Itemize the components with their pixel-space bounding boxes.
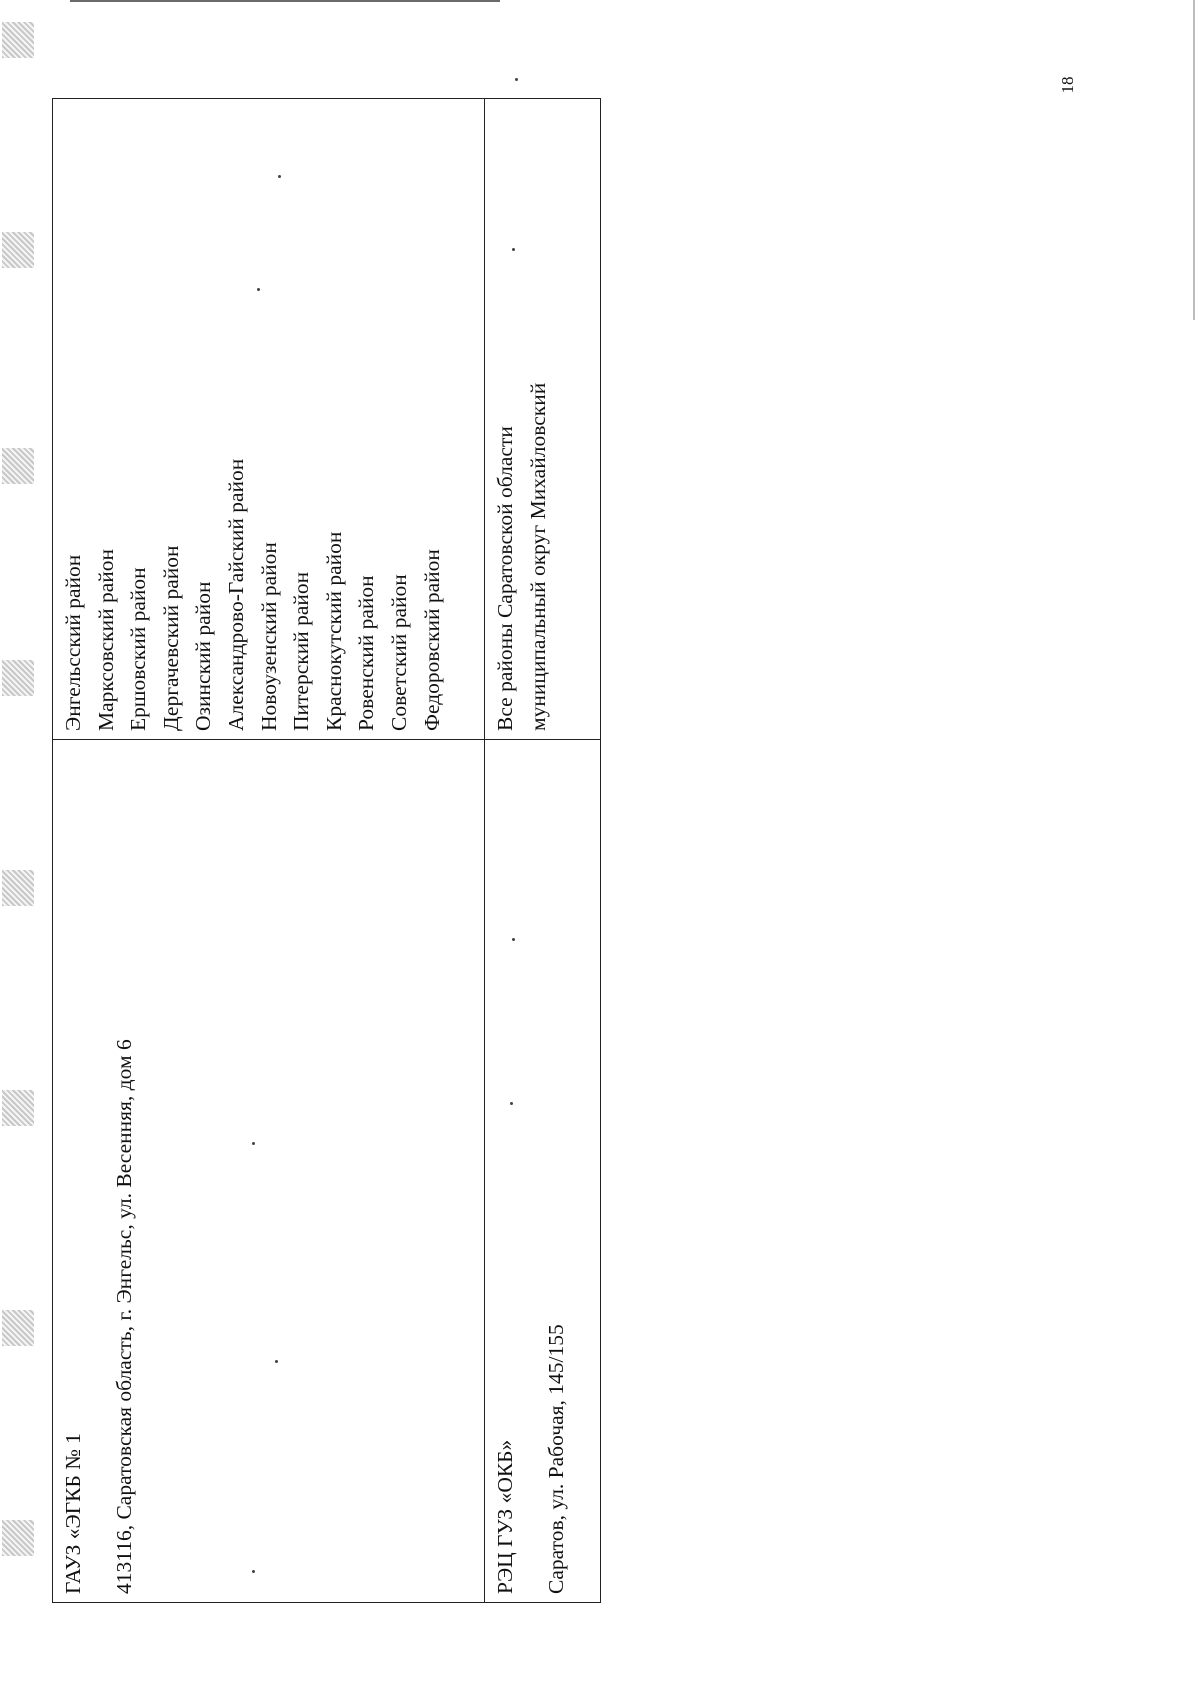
scan-speck bbox=[515, 78, 518, 81]
scan-noise bbox=[2, 1520, 34, 1556]
districts-cell bbox=[485, 99, 601, 740]
district-item: Ровенский район bbox=[354, 575, 379, 731]
district-item: Питерский район bbox=[289, 571, 314, 731]
page-number: 18 bbox=[1058, 76, 1077, 94]
district-item: Все районы Саратовской области bbox=[493, 426, 517, 731]
organization-cell bbox=[53, 740, 485, 1603]
district-item: Советский район bbox=[386, 574, 411, 731]
district-item: Федоровский район bbox=[419, 549, 444, 731]
organization-cell bbox=[485, 740, 601, 1603]
district-item: Новоузенский район bbox=[256, 542, 281, 731]
district-item: муниципальный округ Михайловский bbox=[525, 382, 550, 731]
scan-noise bbox=[2, 1090, 34, 1126]
scan-noise bbox=[2, 22, 34, 58]
scan-noise bbox=[2, 1310, 34, 1346]
rotated-table-container bbox=[52, 133, 600, 1603]
district-item: Ершовский район bbox=[126, 567, 151, 731]
scan-noise bbox=[2, 232, 34, 268]
table-rotation-frame bbox=[52, 133, 600, 1603]
organization-name: ГАУЗ «ЭГКБ № 1 bbox=[61, 1433, 85, 1594]
scan-noise bbox=[2, 448, 34, 484]
district-item: Дергачевский район bbox=[158, 545, 183, 731]
cell-spacer bbox=[522, 748, 540, 1594]
table-row bbox=[53, 99, 485, 1603]
organization-address: 413116, Саратовская область, г. Энгельс, ул. Весенняя, дом 6 bbox=[111, 1039, 136, 1594]
district-item: Озинский район bbox=[191, 581, 216, 731]
districts-table bbox=[52, 98, 601, 1603]
districts-cell bbox=[53, 99, 485, 740]
district-item: Энгельсский район bbox=[61, 554, 85, 731]
district-item: Краснокутский район bbox=[321, 531, 346, 731]
scan-noise bbox=[2, 870, 34, 906]
organization-name: РЭЦ ГУЗ «ОКБ» bbox=[493, 1439, 517, 1594]
organization-address: Саратов, ул. Рабочая, 145/155 bbox=[543, 1324, 568, 1594]
scan-noise bbox=[2, 660, 34, 696]
scan-top-rule bbox=[70, 0, 500, 2]
cell-spacer bbox=[90, 748, 108, 1594]
district-item: Марксовский район bbox=[93, 548, 118, 731]
table-row bbox=[485, 99, 601, 1603]
scan-right-rule bbox=[1193, 0, 1195, 320]
district-item: Александрово-Гайский район bbox=[223, 458, 248, 731]
